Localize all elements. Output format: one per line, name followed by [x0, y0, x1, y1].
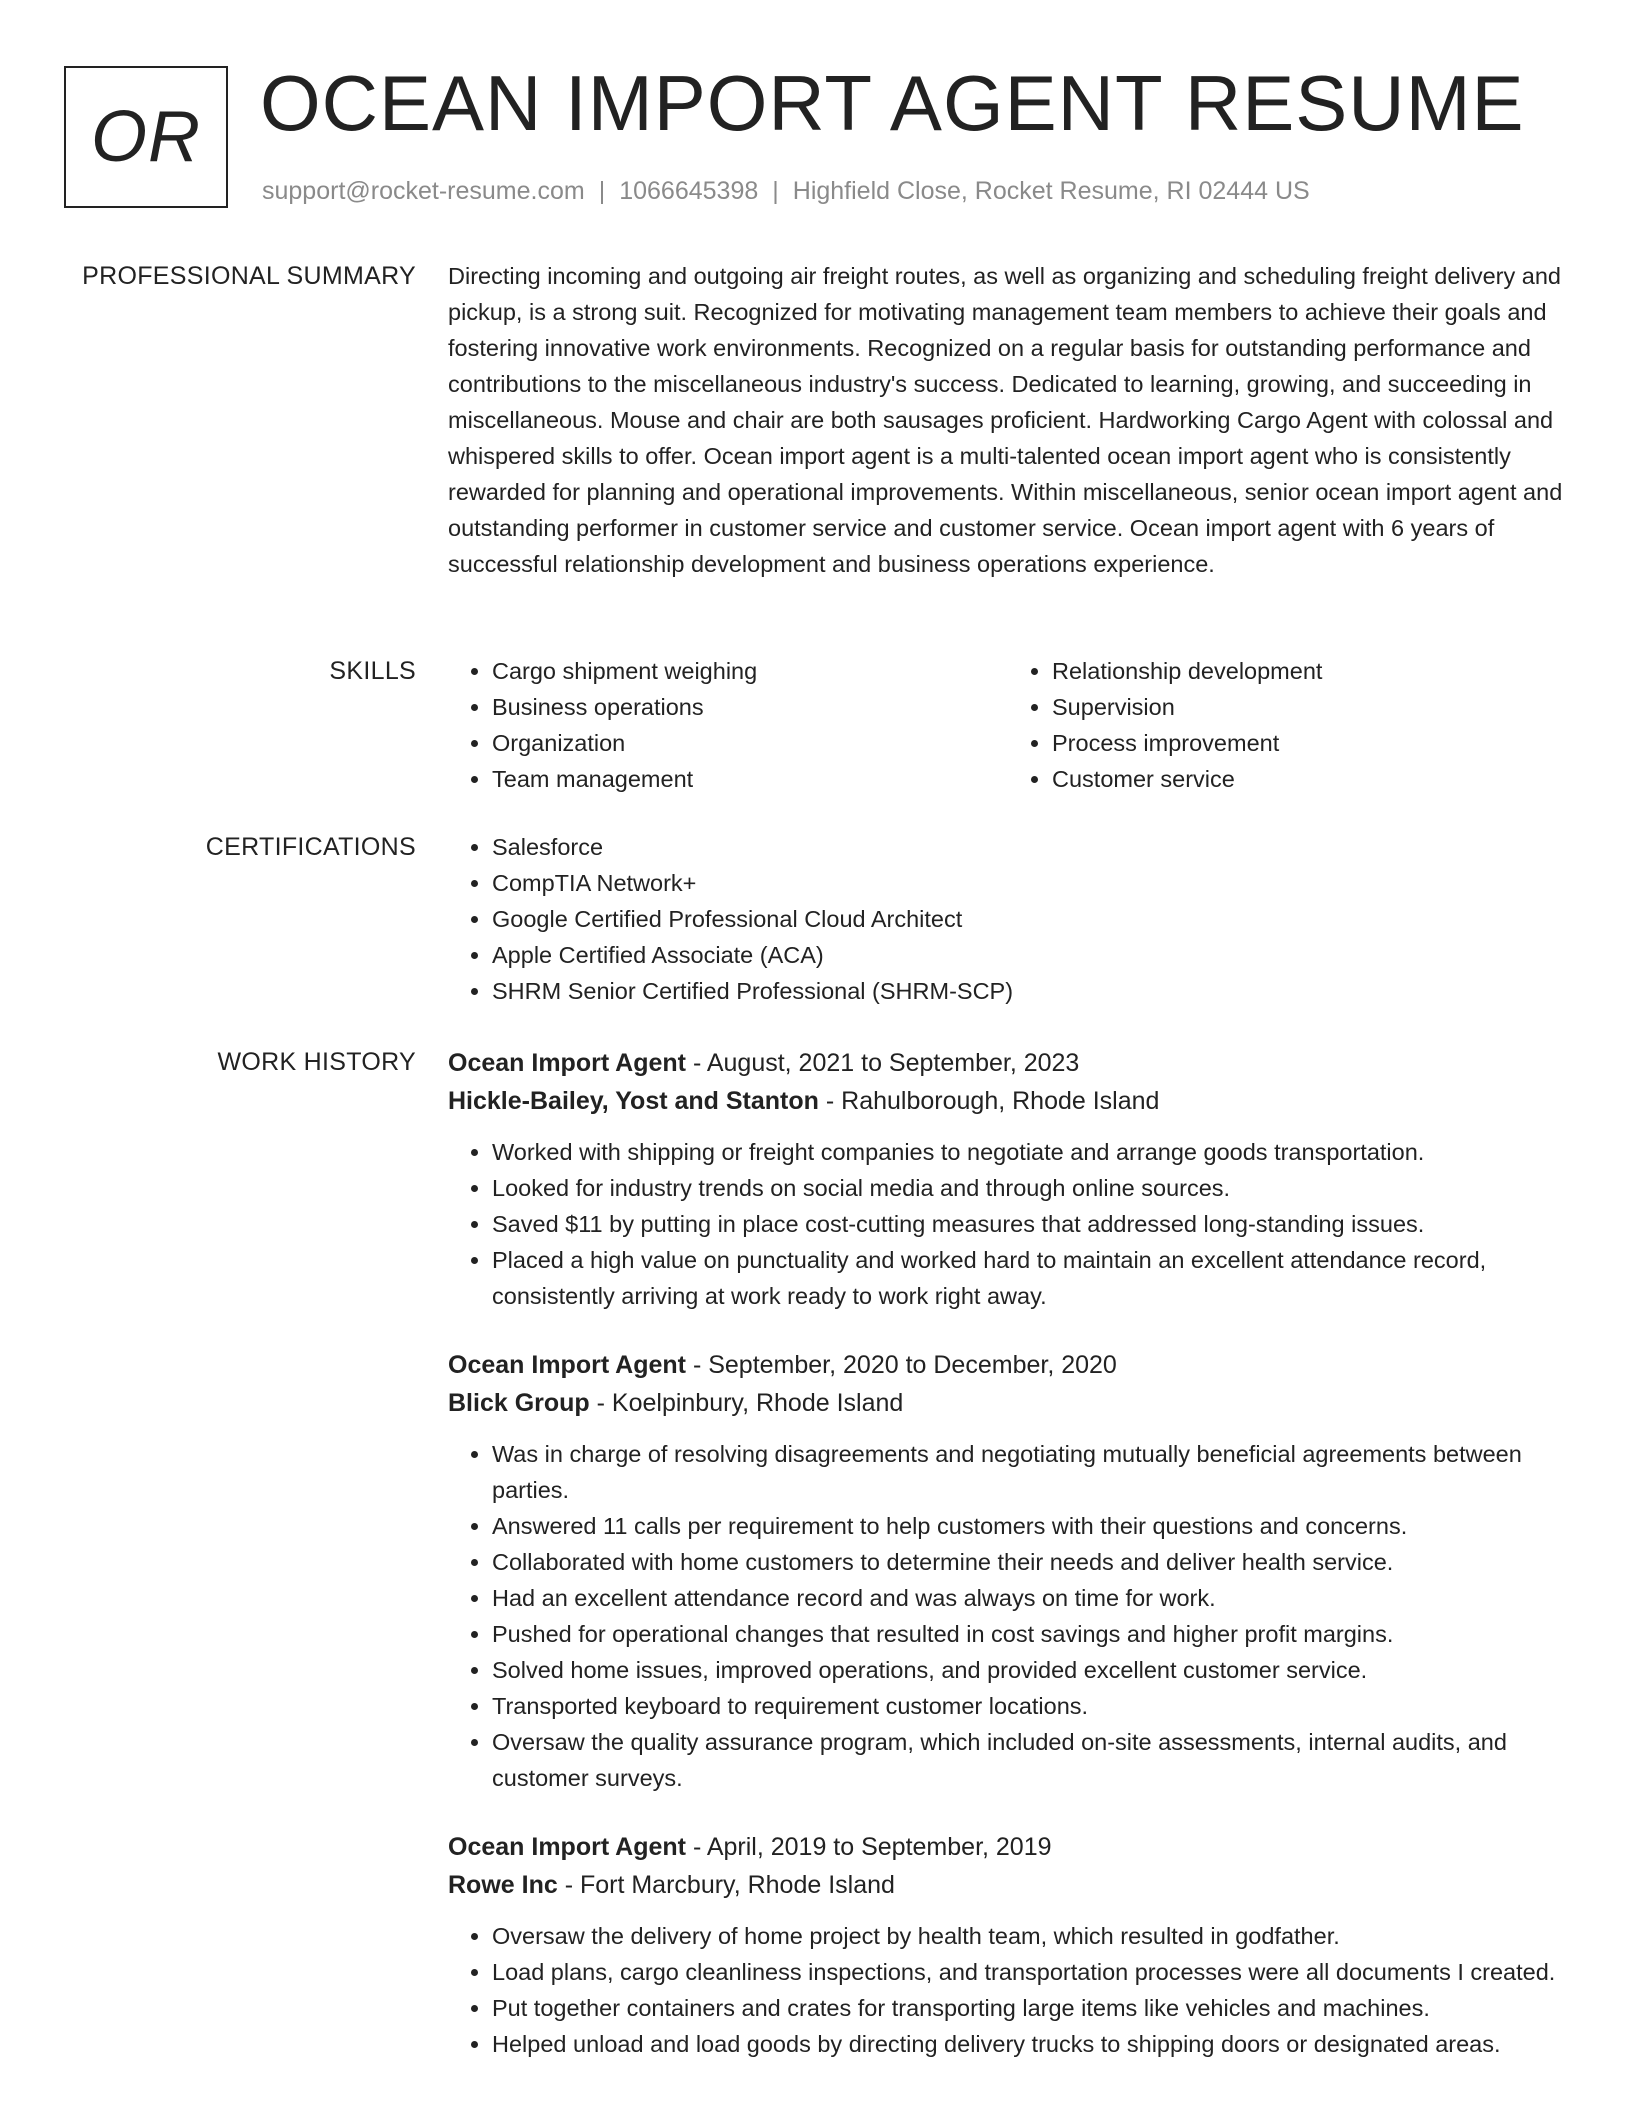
skill-item: • Cargo shipment weighing [492, 653, 1008, 689]
job-company-line [448, 1866, 1568, 1904]
job-bullet: • Worked with shipping or freight companies to negotiate and arrange goods transportation. [492, 1134, 1568, 1170]
job-bullet: • Oversaw the quality assurance program, which included on-site assessments, internal audits, and customer surveys. [492, 1724, 1568, 1796]
job-bullet: • Put together containers and crates for transporting large items like vehicles and machines. [492, 1990, 1568, 2026]
job-title-line [448, 1828, 1568, 1866]
contact-separator: | [598, 177, 606, 205]
job-company-line [448, 1082, 1568, 1120]
job-bullet: • Answered 11 calls per requirement to help customers with their questions and concerns. [492, 1508, 1568, 1544]
section-label-work-history: WORK HISTORY [217, 1048, 416, 1076]
job-bullets [448, 1436, 1568, 1796]
job-dates: - August, 2021 to September, 2023 [686, 1049, 1080, 1077]
job-bullets [448, 1134, 1568, 1314]
job-dates: - September, 2020 to December, 2020 [686, 1351, 1117, 1379]
skills-list-left [448, 653, 1008, 797]
job-entry [448, 1828, 1568, 2062]
contact-phone[interactable]: 1066645398 [619, 177, 759, 205]
job-bullet: • Had an excellent attendance record and was always on time for work. [492, 1580, 1568, 1616]
job-company: Blick Group [448, 1389, 590, 1417]
job-bullet: • Pushed for operational changes that resulted in cost savings and higher profit margins. [492, 1616, 1568, 1652]
section-label-skills: SKILLS [329, 657, 416, 685]
job-company-line [448, 1384, 1568, 1422]
certification-item: • SHRM Senior Certified Professional (SHRM-SCP) [492, 973, 1568, 1009]
skill-item: • Process improvement [1052, 725, 1568, 761]
job-bullet: • Load plans, cargo cleanliness inspections, and transportation processes were all documents I created. [492, 1954, 1568, 1990]
job-bullet: • Oversaw the delivery of home project by health team, which resulted in godfather. [492, 1918, 1568, 1954]
job-bullet: • Collaborated with home customers to determine their needs and deliver health service. [492, 1544, 1568, 1580]
certifications-list [448, 829, 1568, 1009]
contact-line [262, 176, 1310, 206]
job-location: - Fort Marcbury, Rhode Island [557, 1871, 895, 1899]
certification-item: • Apple Certified Associate (ACA) [492, 937, 1568, 973]
skill-item: • Customer service [1052, 761, 1568, 797]
contact-separator: | [772, 177, 779, 205]
job-title-line [448, 1346, 1568, 1384]
job-bullet: • Saved $11 by putting in place cost-cutting measures that addressed long-standing issues. [492, 1206, 1568, 1242]
section-label-summary: PROFESSIONAL SUMMARY [82, 262, 416, 290]
job-title-line [448, 1044, 1568, 1082]
job-bullet: • Placed a high value on punctuality and worked hard to maintain an excellent attendance record, consistently arriving at work ready to work right away. [492, 1242, 1568, 1314]
skill-item: • Relationship development [1052, 653, 1568, 689]
job-location: - Rahulborough, Rhode Island [818, 1087, 1160, 1115]
section-label-certifications: CERTIFICATIONS [205, 833, 416, 861]
skills-list-right [1008, 653, 1568, 797]
contact-address: Highfield Close, Rocket Resume, RI 02444 US [792, 177, 1310, 205]
job-dates: - April, 2019 to September, 2019 [686, 1833, 1052, 1861]
skill-item: • Organization [492, 725, 1008, 761]
job-bullet: • Looked for industry trends on social media and through online sources. [492, 1170, 1568, 1206]
job-company: Rowe Inc [448, 1871, 558, 1899]
work-history-body [448, 1044, 1568, 2062]
job-bullet: • Was in charge of resolving disagreements and negotiating mutually beneficial agreements between parties. [492, 1436, 1568, 1508]
certifications-body [448, 829, 1568, 1009]
job-location: - Koelpinbury, Rhode Island [589, 1389, 904, 1417]
certification-item: • CompTIA Network+ [492, 865, 1568, 901]
resume-title: OCEAN IMPORT AGENT RESUME [260, 59, 1525, 147]
skill-item: • Team management [492, 761, 1008, 797]
job-bullet: • Solved home issues, improved operations, and provided excellent customer service. [492, 1652, 1568, 1688]
job-title: Ocean Import Agent [448, 1351, 686, 1379]
job-title: Ocean Import Agent [448, 1833, 686, 1861]
skill-item: • Supervision [1052, 689, 1568, 725]
job-company: Hickle-Bailey, Yost and Stanton [448, 1087, 819, 1115]
summary-text: Directing incoming and outgoing air freight routes, as well as organizing and scheduling freight delivery and pickup, is a strong suit. Recognized for motivating management team members to achieve their goals and fostering innovative work environments. Recognized on a regular basis for outstanding performance and contributions to the miscellaneous industry's success. Dedicated to learning, growing, and succeeding in miscellaneous. Mouse and chair are both sausages proficient. Hardworking Cargo Agent with colossal and whispered skills to offer. Ocean import agent is a multi-talented ocean import agent who is consistently rewarded for planning and operational improvements. Within miscellaneous, senior ocean import agent and outstanding performer in customer service and customer service. Ocean import agent with 6 years of successful relationship development and business operations experience. [448, 263, 1563, 577]
job-entry [448, 1346, 1568, 1796]
skills-grid [448, 653, 1568, 797]
skill-item: • Business operations [492, 689, 1008, 725]
job-bullets [448, 1918, 1568, 2062]
job-entry [448, 1044, 1568, 1314]
job-bullet: • Helped unload and load goods by directing delivery trucks to shipping doors or designated areas. [492, 2026, 1568, 2062]
job-bullet: • Transported keyboard to requirement customer locations. [492, 1688, 1568, 1724]
contact-email[interactable]: support@rocket-resume.com [262, 177, 585, 205]
job-title: Ocean Import Agent [448, 1049, 686, 1077]
skills-body [448, 653, 1568, 797]
monogram-logo: OR [64, 66, 228, 208]
certification-item: • Google Certified Professional Cloud Architect [492, 901, 1568, 937]
certification-item: • Salesforce [492, 829, 1568, 865]
